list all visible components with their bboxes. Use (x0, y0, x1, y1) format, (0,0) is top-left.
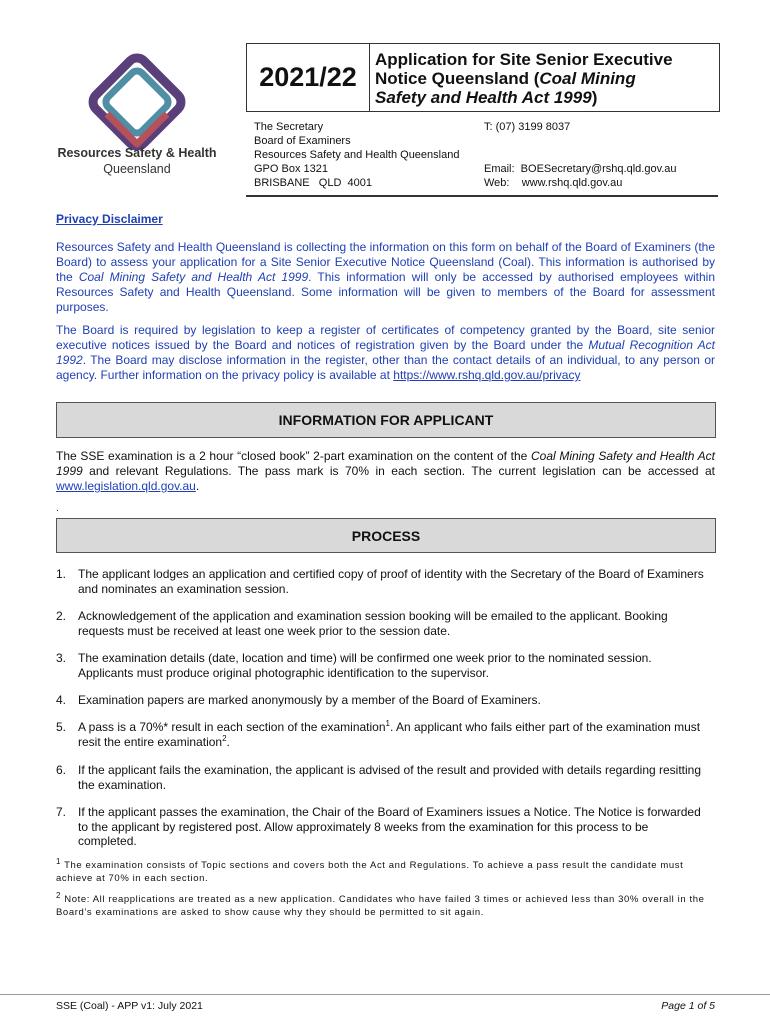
privacy-paragraph-2 (56, 323, 715, 383)
list-item-number: 7. (56, 805, 67, 819)
list-item-number: 2. (56, 609, 67, 623)
form-year: 2021/22 (247, 44, 370, 111)
list-item-text-part: . (226, 734, 230, 749)
address-line: Resources Safety and Health Queensland (254, 149, 460, 161)
info-text: The SSE examination is a 2 hour “closed book” 2-part examination on the content of the (56, 449, 531, 463)
info-banner: INFORMATION FOR APPLICANT (56, 402, 716, 438)
info-act: Coal Mining Safety and Health Act 1999 (56, 449, 716, 478)
privacy-heading: Privacy Disclaimer (56, 212, 163, 226)
privacy-p2-act: Mutual Recognition Act 1992 (56, 338, 716, 367)
privacy-paragraph-1 (56, 240, 715, 315)
list-item-text-part: . An applicant who fails either part of the examination must resit the entire examination (78, 720, 701, 749)
email-address[interactable]: Email: BOESecretary@rshq.qld.gov.au (484, 163, 677, 175)
stray-dot: . (56, 503, 59, 514)
list-item-text: The applicant lodges an application and certified copy of proof of identity with the Secretary of the Board of Examiners and nominates an examination session. (78, 567, 704, 596)
address-line: The Secretary (254, 121, 324, 133)
list-item-number: 5. (56, 720, 67, 734)
footnote-text: The examination consists of Topic sections and covers both the Act and Regulations. To achieve a pass result the candidate must achieve at 70% in each section. (56, 860, 684, 884)
list-item-text (78, 720, 708, 749)
footnote-2 (56, 890, 716, 919)
list-item-number: 6. (56, 763, 67, 777)
logo-text-line2: Queensland (103, 162, 171, 176)
title-line3-suffix: ) (591, 88, 598, 107)
legislation-link[interactable]: www.legislation.qld.gov.au (56, 479, 196, 493)
privacy-p1-act: Coal Mining Safety and Health Act 1999 (78, 270, 309, 284)
privacy-p1-text: Resources Safety and Health Queensland is collecting the information on this form on behalf of the Board of Examiners (the Board) to assess your application for a Site Senior Executive Notice Queensland (Coal). This information is authorised by the (56, 240, 715, 284)
contact-details (484, 120, 677, 190)
list-item-text: Examination papers are marked anonymously by a member of the Board of Examiners. (78, 693, 541, 707)
list-item-number: 3. (56, 651, 67, 665)
list-item-number: 1. (56, 567, 67, 581)
phone-number: T: (07) 3199 8037 (484, 121, 571, 133)
list-item-text: If the applicant fails the examination, the applicant is advised of the result and provided with details regarding resitting the examination. (78, 763, 702, 792)
footnote-ref: 2 (222, 733, 227, 743)
privacy-policy-link[interactable]: https://www.rshq.qld.gov.au/privacy (393, 368, 581, 382)
title-line3 (375, 88, 715, 107)
info-paragraph (56, 449, 715, 494)
footnote-mark: 1 (56, 856, 62, 866)
footer-form-code: SSE (Coal) - APP v1: July 2021 (56, 1000, 203, 1012)
footnote-1 (56, 856, 716, 885)
list-item-text-part: A pass is a 70%* result in each section of the examination (78, 720, 386, 734)
contact-block (246, 115, 718, 187)
title-line2 (375, 69, 715, 88)
footnote-text: Note: All reapplications are treated as a new application. Candidates who have failed 3 times or achieved less than 30% overall in the Board’s examinations are asked to show cause why they should be permitted to sit again. (56, 894, 705, 918)
list-item-text: Acknowledgement of the application and examination session booking will be emailed to the applicant. Booking requests must be received at least one week prior to the session date. (78, 609, 668, 638)
form-title (375, 50, 715, 107)
footnote-ref: 1 (385, 719, 390, 728)
info-text-end: . (195, 479, 200, 493)
address-line: GPO Box 1321 (254, 163, 328, 175)
title-line1: Application for Site Senior Executive (375, 50, 673, 69)
title-line2-prefix: Notice Queensland ( (375, 69, 540, 88)
info-text-mid: and relevant Regulations. The pass mark is 70% in each section. The current legislation can be accessed at (82, 464, 715, 478)
list-item-number: 4. (56, 693, 67, 707)
header-title-box (246, 43, 720, 112)
page-number: Page 1 of 5 (661, 1000, 715, 1012)
list-item-text: The examination details (date, location and time) will be confirmed one week prior to the nominated session. Applicants must produce original photographic identification to the supervisor. (78, 651, 652, 680)
address-line: Board of Examiners (254, 135, 351, 147)
process-banner: PROCESS (56, 518, 716, 553)
process-list (56, 567, 716, 847)
postal-address (254, 120, 459, 190)
list-item-text: If the applicant passes the examination, the Chair of the Board of Examiners issues a Notice. The Notice is forwarded to the applicant by registered post. Allow approximately 8 weeks from the examination for this process to be completed. (78, 805, 701, 848)
address-line: BRISBANE QLD 4001 (254, 177, 372, 189)
footer-divider (0, 994, 770, 995)
logo-text-line1: Resources Safety & Health (57, 146, 217, 160)
privacy-p2-text-end: . The Board may disclose information in the register, other than the contact details of an individual, to any person or agency. Further information on the privacy policy is available at (56, 353, 715, 382)
header-divider (246, 195, 718, 197)
privacy-p1-text-end: . This information will only be accessed by authorised employees within Resources Safety and Health Queensland. Some information will be given to members of the Board for assessment purposes. (56, 270, 715, 314)
footnote-mark: 2 (56, 890, 62, 900)
title-line2-italic: Coal Mining (539, 69, 636, 88)
title-line3-italic: Safety and Health Act 1999 (375, 88, 592, 107)
website-address[interactable]: Web: www.rshq.qld.gov.au (484, 177, 623, 189)
rshq-logo (52, 50, 222, 190)
privacy-p2-text: The Board is required by legislation to keep a register of certificates of competency granted by the Board, site senior executive notices issued by the Board and notices of registration given by the Board under the (56, 323, 715, 352)
